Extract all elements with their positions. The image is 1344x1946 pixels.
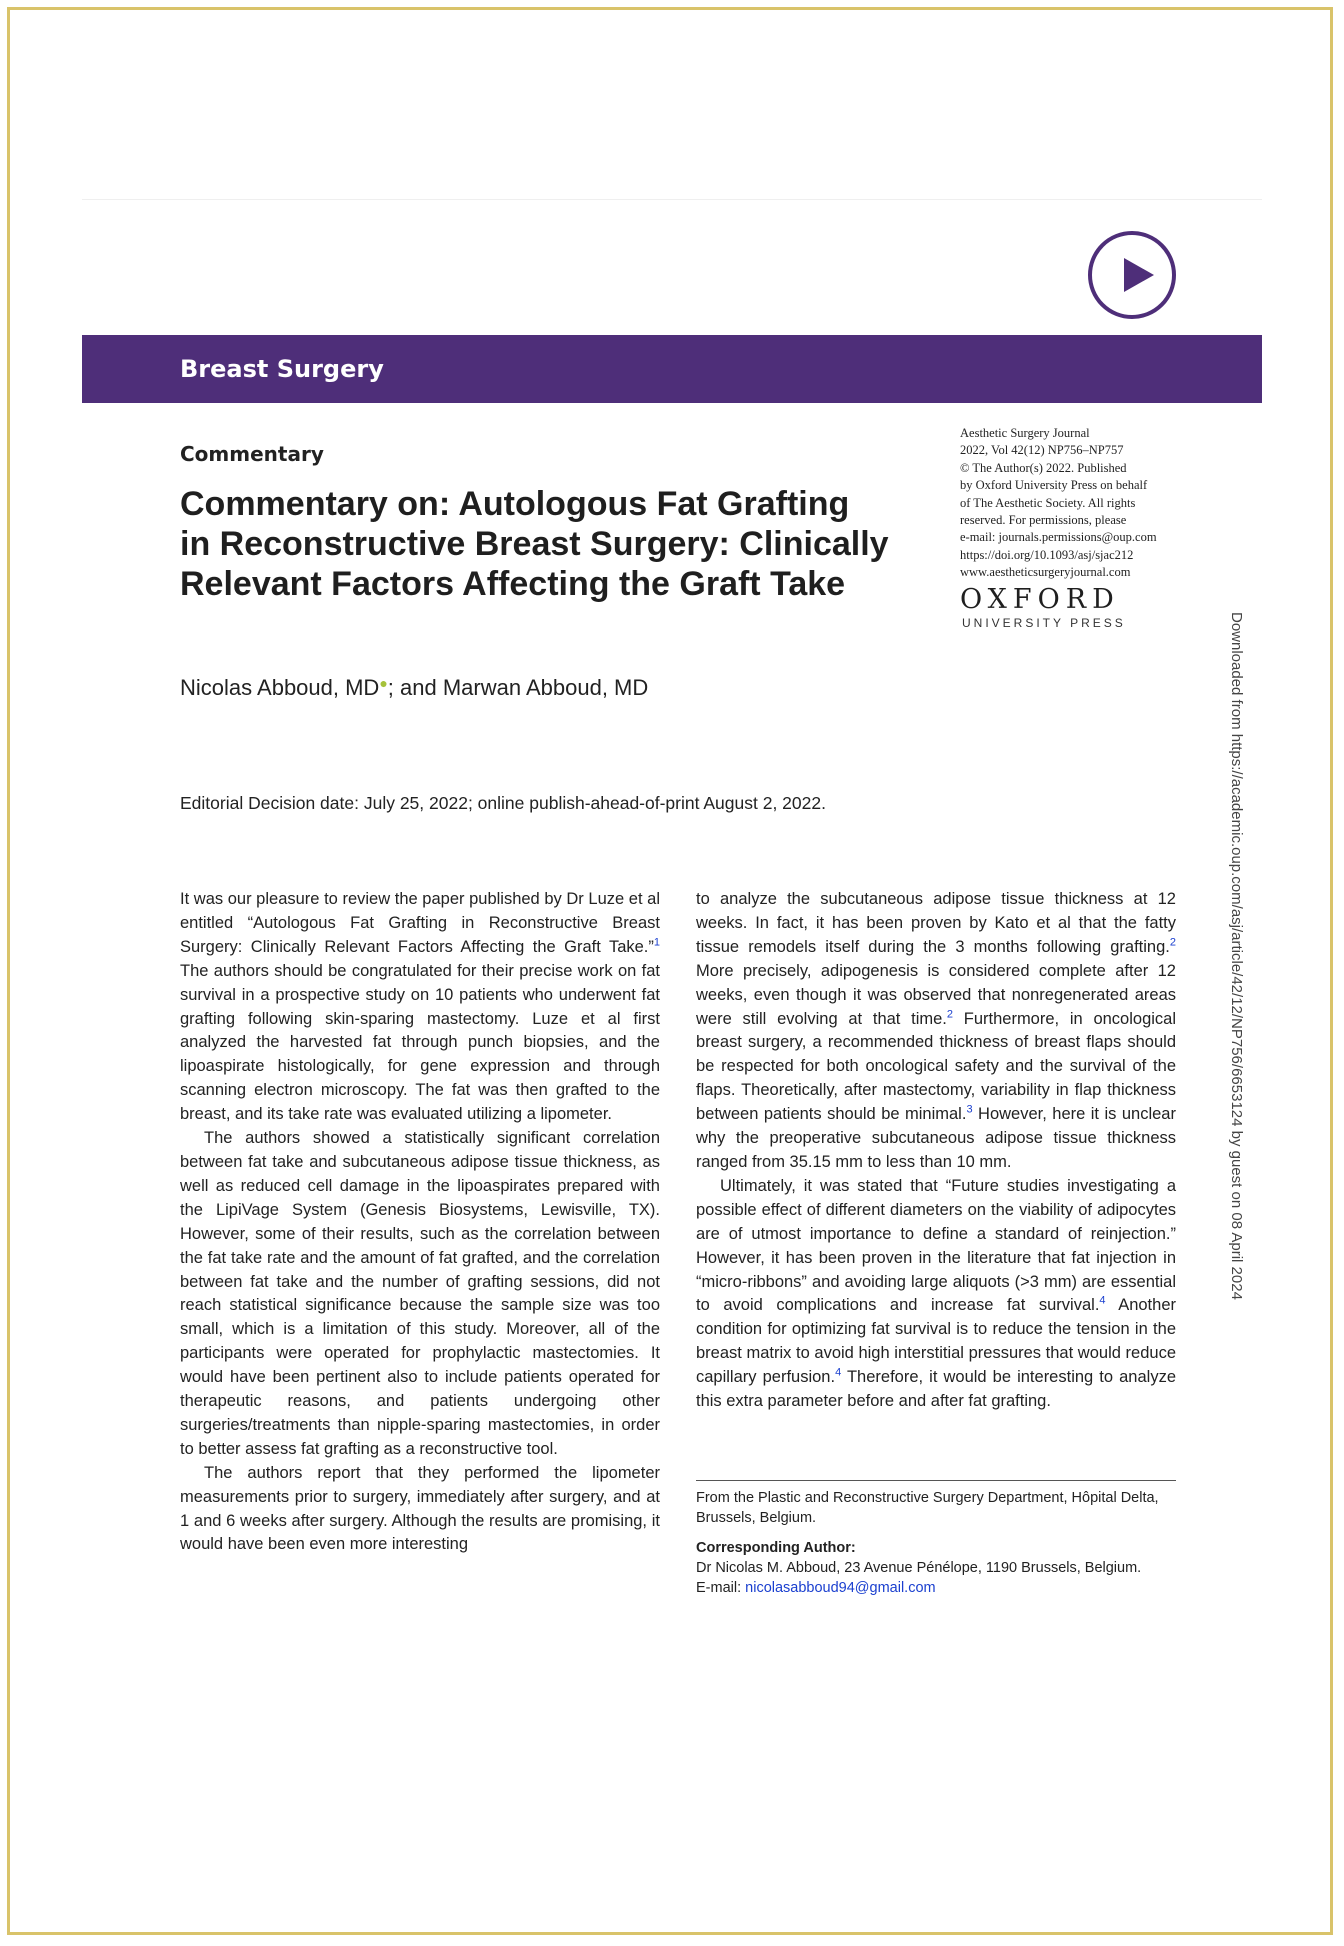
meta-line[interactable]: www.aestheticsurgeryjournal.com: [960, 565, 1131, 580]
body-column-left: [180, 888, 660, 1557]
meta-line: by Oxford University Press on behalf: [960, 478, 1148, 493]
meta-line[interactable]: https://doi.org/10.1093/asj/sjac212: [960, 547, 1134, 562]
citation-ref[interactable]: 4: [835, 1366, 842, 1379]
corresponding-label: Corresponding Author:: [696, 1540, 856, 1556]
email-line: E-mail: nicolasabboud94@gmail.com: [696, 1580, 936, 1596]
title-line: in Reconstructive Breast Surgery: Clinically: [180, 525, 889, 563]
article-title: [180, 484, 900, 604]
play-circle-icon: [1124, 258, 1154, 292]
meta-line: reserved. For permissions, please: [960, 513, 1127, 528]
article-type: Commentary: [180, 442, 324, 466]
meta-line: of The Aesthetic Society. All rights: [960, 495, 1136, 510]
download-note: Downloaded from https://academic.oup.com/asj/article/42/12/NP756/6653124 by guest on 08 April 2024: [1228, 612, 1245, 1300]
citation-ref[interactable]: 2: [946, 1008, 954, 1021]
title-line: Relevant Factors Affecting the Graft Take: [180, 565, 846, 603]
author-2: ; and Marwan Abboud, MD: [387, 675, 649, 700]
body-column-right: [696, 888, 1176, 1414]
play-button[interactable]: [1088, 231, 1176, 319]
section-band: [82, 335, 1262, 403]
paragraph: The authors showed a statistically significant correlation between fat take and subcutaneous adipose tissue thickness, as well as reduced cell damage in the lipoaspirates prepared with the LipiVage System (Genesis Biosystems, Lewisville, TX). However, some of their results, such as the correlation between the fat take rate and the amount of fat grafted, and the correlation between fat take and the number of grafting sessions, did not reach statistical significance because the sample size was too small, which is a limitation of this study. Moreover, all of the participants were operated for prophylactic mastectomies. It would have been pertinent also to include patients operated for therapeutic reasons, and patients undergoing other surgeries/treatments than nipple-sparing mastectomies, in order to better assess fat grafting as a reconstructive tool.: [180, 1129, 660, 1458]
journal-meta: [960, 425, 1200, 582]
meta-line[interactable]: e-mail: journals.permissions@oup.com: [960, 530, 1157, 545]
email-link[interactable]: nicolasabboud94@gmail.com: [745, 1580, 936, 1596]
corresponding-address: Dr Nicolas M. Abboud, 23 Avenue Pénélope, 1190 Brussels, Belgium.: [696, 1560, 1142, 1576]
affiliation-divider: [696, 1480, 1176, 1481]
paragraph: The authors report that they performed the lipometer measurements prior to surgery, immediately after surgery, and at 1 and 6 weeks after surgery. Although the results are promising, it would have been even more interesting: [180, 1463, 660, 1554]
citation-ref[interactable]: 3: [966, 1103, 973, 1116]
orcid-icon[interactable]: ●: [379, 675, 388, 691]
section-label: Breast Surgery: [180, 355, 384, 383]
meta-line: © The Author(s) 2022. Published: [960, 460, 1127, 475]
title-line: Commentary on: Autologous Fat Grafting: [180, 485, 850, 523]
affiliation: [696, 1488, 1176, 1598]
meta-line: Aesthetic Surgery Journal: [960, 426, 1090, 440]
authors: [180, 675, 648, 701]
publisher-sub: UNIVERSITY PRESS: [962, 616, 1126, 630]
affiliation-text: From the Plastic and Reconstructive Surgery Department, Hôpital Delta, Brussels, Belgium.: [696, 1490, 1159, 1526]
author-1: Nicolas Abboud, MD: [180, 675, 380, 700]
citation-ref[interactable]: 4: [1099, 1294, 1106, 1307]
paragraph: to analyze the subcutaneous adipose tissue thickness at 12 weeks. In fact, it has been proven by Kato et al that the fatty tissue remodels itself during the 3 months following grafting.$^2$ More precisely, adipogenesis is considered complete after 12 weeks, even though it was observed that nonregenerated areas were still evolving at that time.$^2$ Furthermore, in oncological breast surgery, a recommended thickness of breast flaps should be respected for both oncological safety and the survival of the flaps. Theoretically, after mastectomy, variability in flap thickness between patients should be minimal.$^3$ However, here it is unclear why the preoperative subcutaneous adipose tissue thickness ranged from 35.15 mm to less than 10 mm.: [696, 890, 1176, 1171]
top-rule: [82, 199, 1262, 200]
paragraph: It was our pleasure to review the paper published by Dr Luze et al entitled “Autologous Fat Grafting in Reconstructive Breast Surgery: Clinically Relevant Factors Affecting the Graft Take.”$^1$ The authors should be congratulated for their precise work on fat survival in a prospective study on 10 patients who underwent fat grafting following skin-sparing mastectomy. Luze et al first analyzed the harvested fat through punch biopsies, and the lipoaspirate histologically, for gene expression and through scanning electron microscopy. The fat was then grafted to the breast, and its take rate was evaluated utilizing a lipometer.: [180, 890, 660, 1124]
editorial-dates: Editorial Decision date: July 25, 2022; online publish-ahead-of-print August 2, 2022.: [180, 793, 826, 813]
citation-ref[interactable]: 2: [1169, 936, 1176, 949]
publisher-logo: OXFORD: [960, 584, 1120, 615]
paragraph: Ultimately, it was stated that “Future studies investigating a possible effect of different diameters on the viability of adipocytes are of utmost importance to define a standard of reinjection.” However, it has been proven in the literature that fat injection in “micro-ribbons” and avoiding large aliquots (>3 mm) are essential to avoid complications and increase fat survival.$^4$ Another condition for optimizing fat survival is to reduce the tension in the breast matrix to avoid high interstitial pressures that would reduce capillary perfusion.$^4$ Therefore, it would be interesting to analyze this extra parameter before and after fat grafting.: [696, 1176, 1176, 1411]
citation-ref[interactable]: 1: [653, 936, 660, 949]
meta-line: 2022, Vol 42(12) NP756–NP757: [960, 443, 1124, 458]
